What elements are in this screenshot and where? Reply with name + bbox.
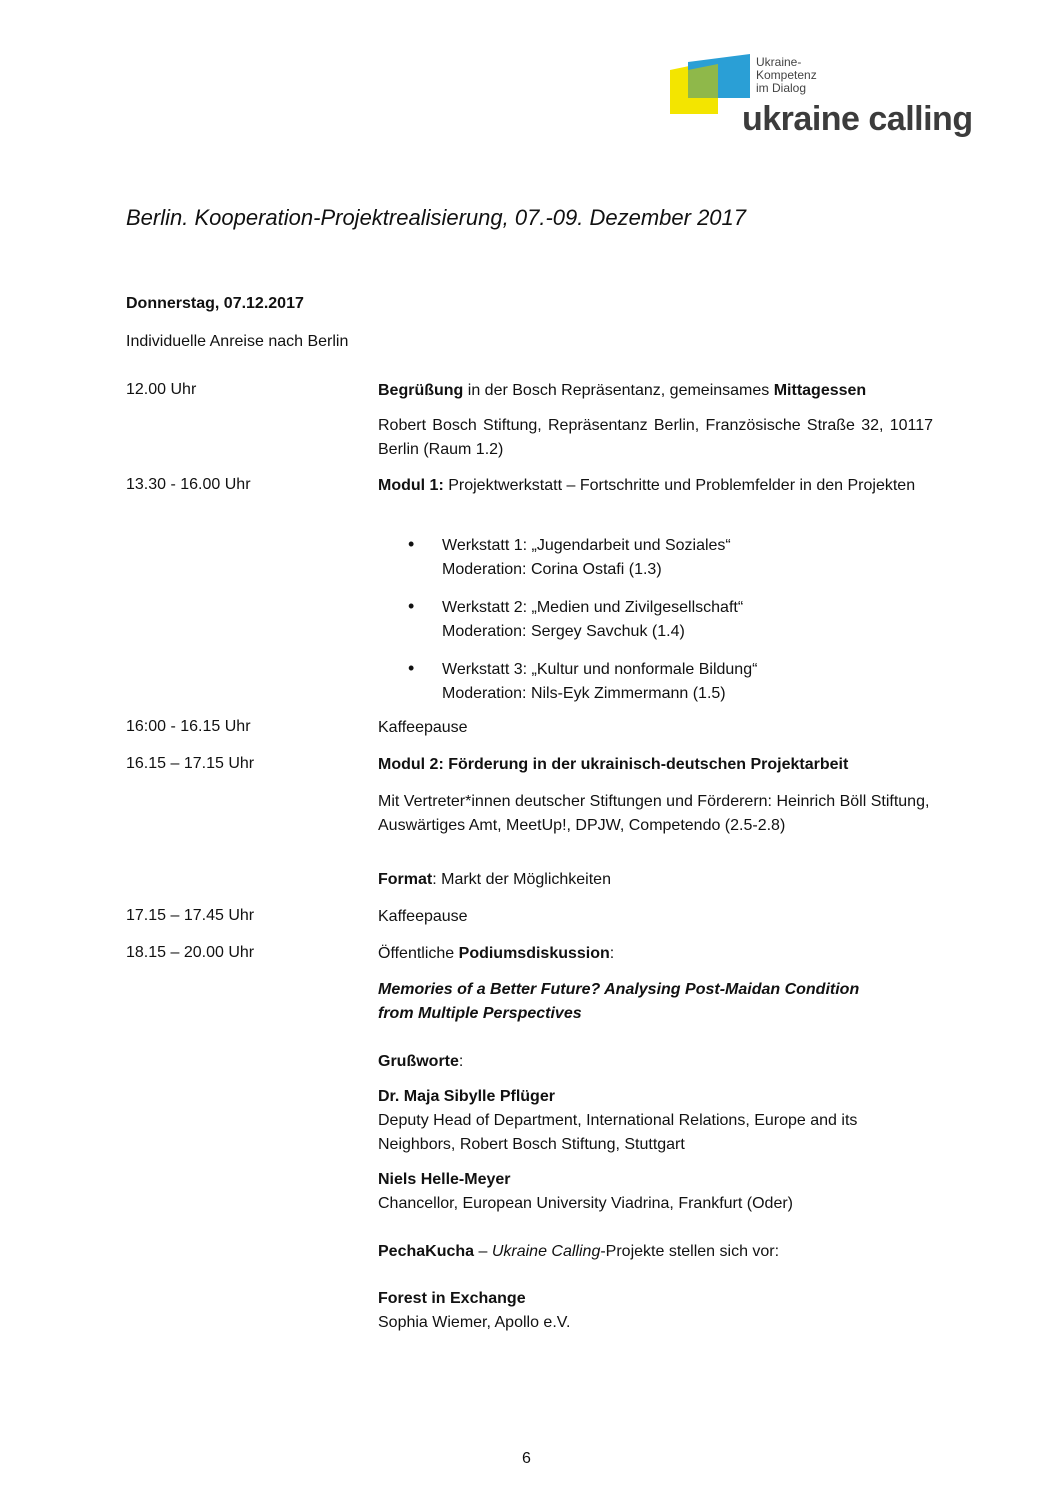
slot-1-title [378,379,933,403]
ukraine-calling-logo [670,48,980,148]
speaker-1-role: Deputy Head of Department, International Relations, Europe and its Neighbors, Robert Bosch Stiftung, Stuttgart [378,1112,858,1153]
format-text: : Markt der Möglichkeiten [432,871,611,888]
project-person: Sophia Wiemer, Apollo e.V. [378,1314,571,1331]
logo-line-2: Kompetenz [756,68,817,82]
time-slot-5: 17.15 – 17.45 Uhr [126,907,255,924]
panel-event-title: Memories of a Better Future? Analysing Post-Maidan Condition from Multiple Perspectives [378,981,860,1022]
intro-text: Individuelle Anreise nach Berlin [126,333,349,350]
workshop-1-moderation: Moderation: Corina Ostafi (1.3) [442,561,662,578]
module-2-title: Modul 2: Förderung in der ukrainisch-deutschen Projektarbeit [378,756,849,773]
time-slot-3: 16:00 - 16.15 Uhr [126,718,251,735]
time-slot-2: 13.30 - 16.00 Uhr [126,476,251,493]
document-title: Berlin. Kooperation-Projektrealisierung, 07.-09. Dezember 2017 [126,205,747,230]
greetings-heading [378,1050,933,1074]
panel-label: Podiumsdiskussion [458,945,610,962]
workshop-3-moderation: Moderation: Nils-Eyk Zimmermann (1.5) [442,685,726,702]
pechakucha-italic: Ukraine Calling [491,1243,601,1260]
time-slot-4: 16.15 – 17.15 Uhr [126,755,255,772]
coffee-break-1: Kaffeepause [378,719,468,736]
pechakucha-label: PechaKucha [378,1243,475,1260]
logo-line-3: im Dialog [756,81,807,95]
workshop-2 [442,596,743,644]
bullet-icon: • [408,658,415,678]
speaker-1-name: Dr. Maja Sibylle Pflüger [378,1088,555,1105]
project-name: Forest in Exchange [378,1290,526,1307]
day-heading: Donnerstag, 07.12.2017 [126,295,304,312]
module-1-text: Projektwerkstatt – Fortschritte und Problemfelder in den Projekten [443,477,916,494]
time-slot-6: 18.15 – 20.00 Uhr [126,944,255,961]
speaker-2-name: Niels Helle-Meyer [378,1171,511,1188]
workshop-2-title: Werkstatt 2: „Medien und Zivilgesellschaft“ [442,599,744,616]
time-slot-1: 12.00 Uhr [126,381,197,398]
panel-suffix: : [609,945,615,962]
module-1-description [378,474,933,498]
panel-prefix: Öffentliche [378,945,459,962]
welcome-text: in der Bosch Repräsentanz, gemeinsames [463,382,774,399]
page-number: 6 [522,1450,531,1467]
panel-heading [378,942,933,966]
workshop-1 [442,534,731,582]
pechakucha-heading [378,1240,933,1264]
workshop-2-moderation: Moderation: Sergey Savchuk (1.4) [442,623,685,640]
logo-brand-text: ukraine calling [742,100,973,138]
bullet-icon: • [408,596,415,616]
slot-1-location: Robert Bosch Stiftung, Repräsentanz Berlin, Französische Straße 32, 10117 Berlin (Raum 1.2) [378,417,933,458]
coffee-break-2: Kaffeepause [378,908,468,925]
greetings-label: Grußworte [378,1053,459,1070]
lunch-label: Mittagessen [773,382,867,399]
greetings-suffix: : [458,1053,464,1070]
bullet-icon: • [408,534,415,554]
pechakucha-dash: – [474,1243,492,1260]
workshop-3 [442,658,757,706]
welcome-label: Begrüßung [378,382,464,399]
module-1-label: Modul 1: [378,477,444,494]
module-2-description: Mit Vertreter*innen deutscher Stiftungen und Förderern: Heinrich Böll Stiftung, Auswärtiges Amt, MeetUp!, DPJW, Competendo (2.5-2.8) [378,793,930,834]
workshop-1-title: Werkstatt 1: „Jugendarbeit und Soziales“ [442,537,731,554]
pechakucha-rest: -Projekte stellen sich vor: [600,1243,780,1260]
format-label: Format [378,871,433,888]
workshop-3-title: Werkstatt 3: „Kultur und nonformale Bildung“ [442,661,758,678]
speaker-2-role: Chancellor, European University Viadrina, Frankfurt (Oder) [378,1195,793,1212]
module-2-format [378,868,933,892]
logo-line-1: Ukraine- [756,55,802,69]
